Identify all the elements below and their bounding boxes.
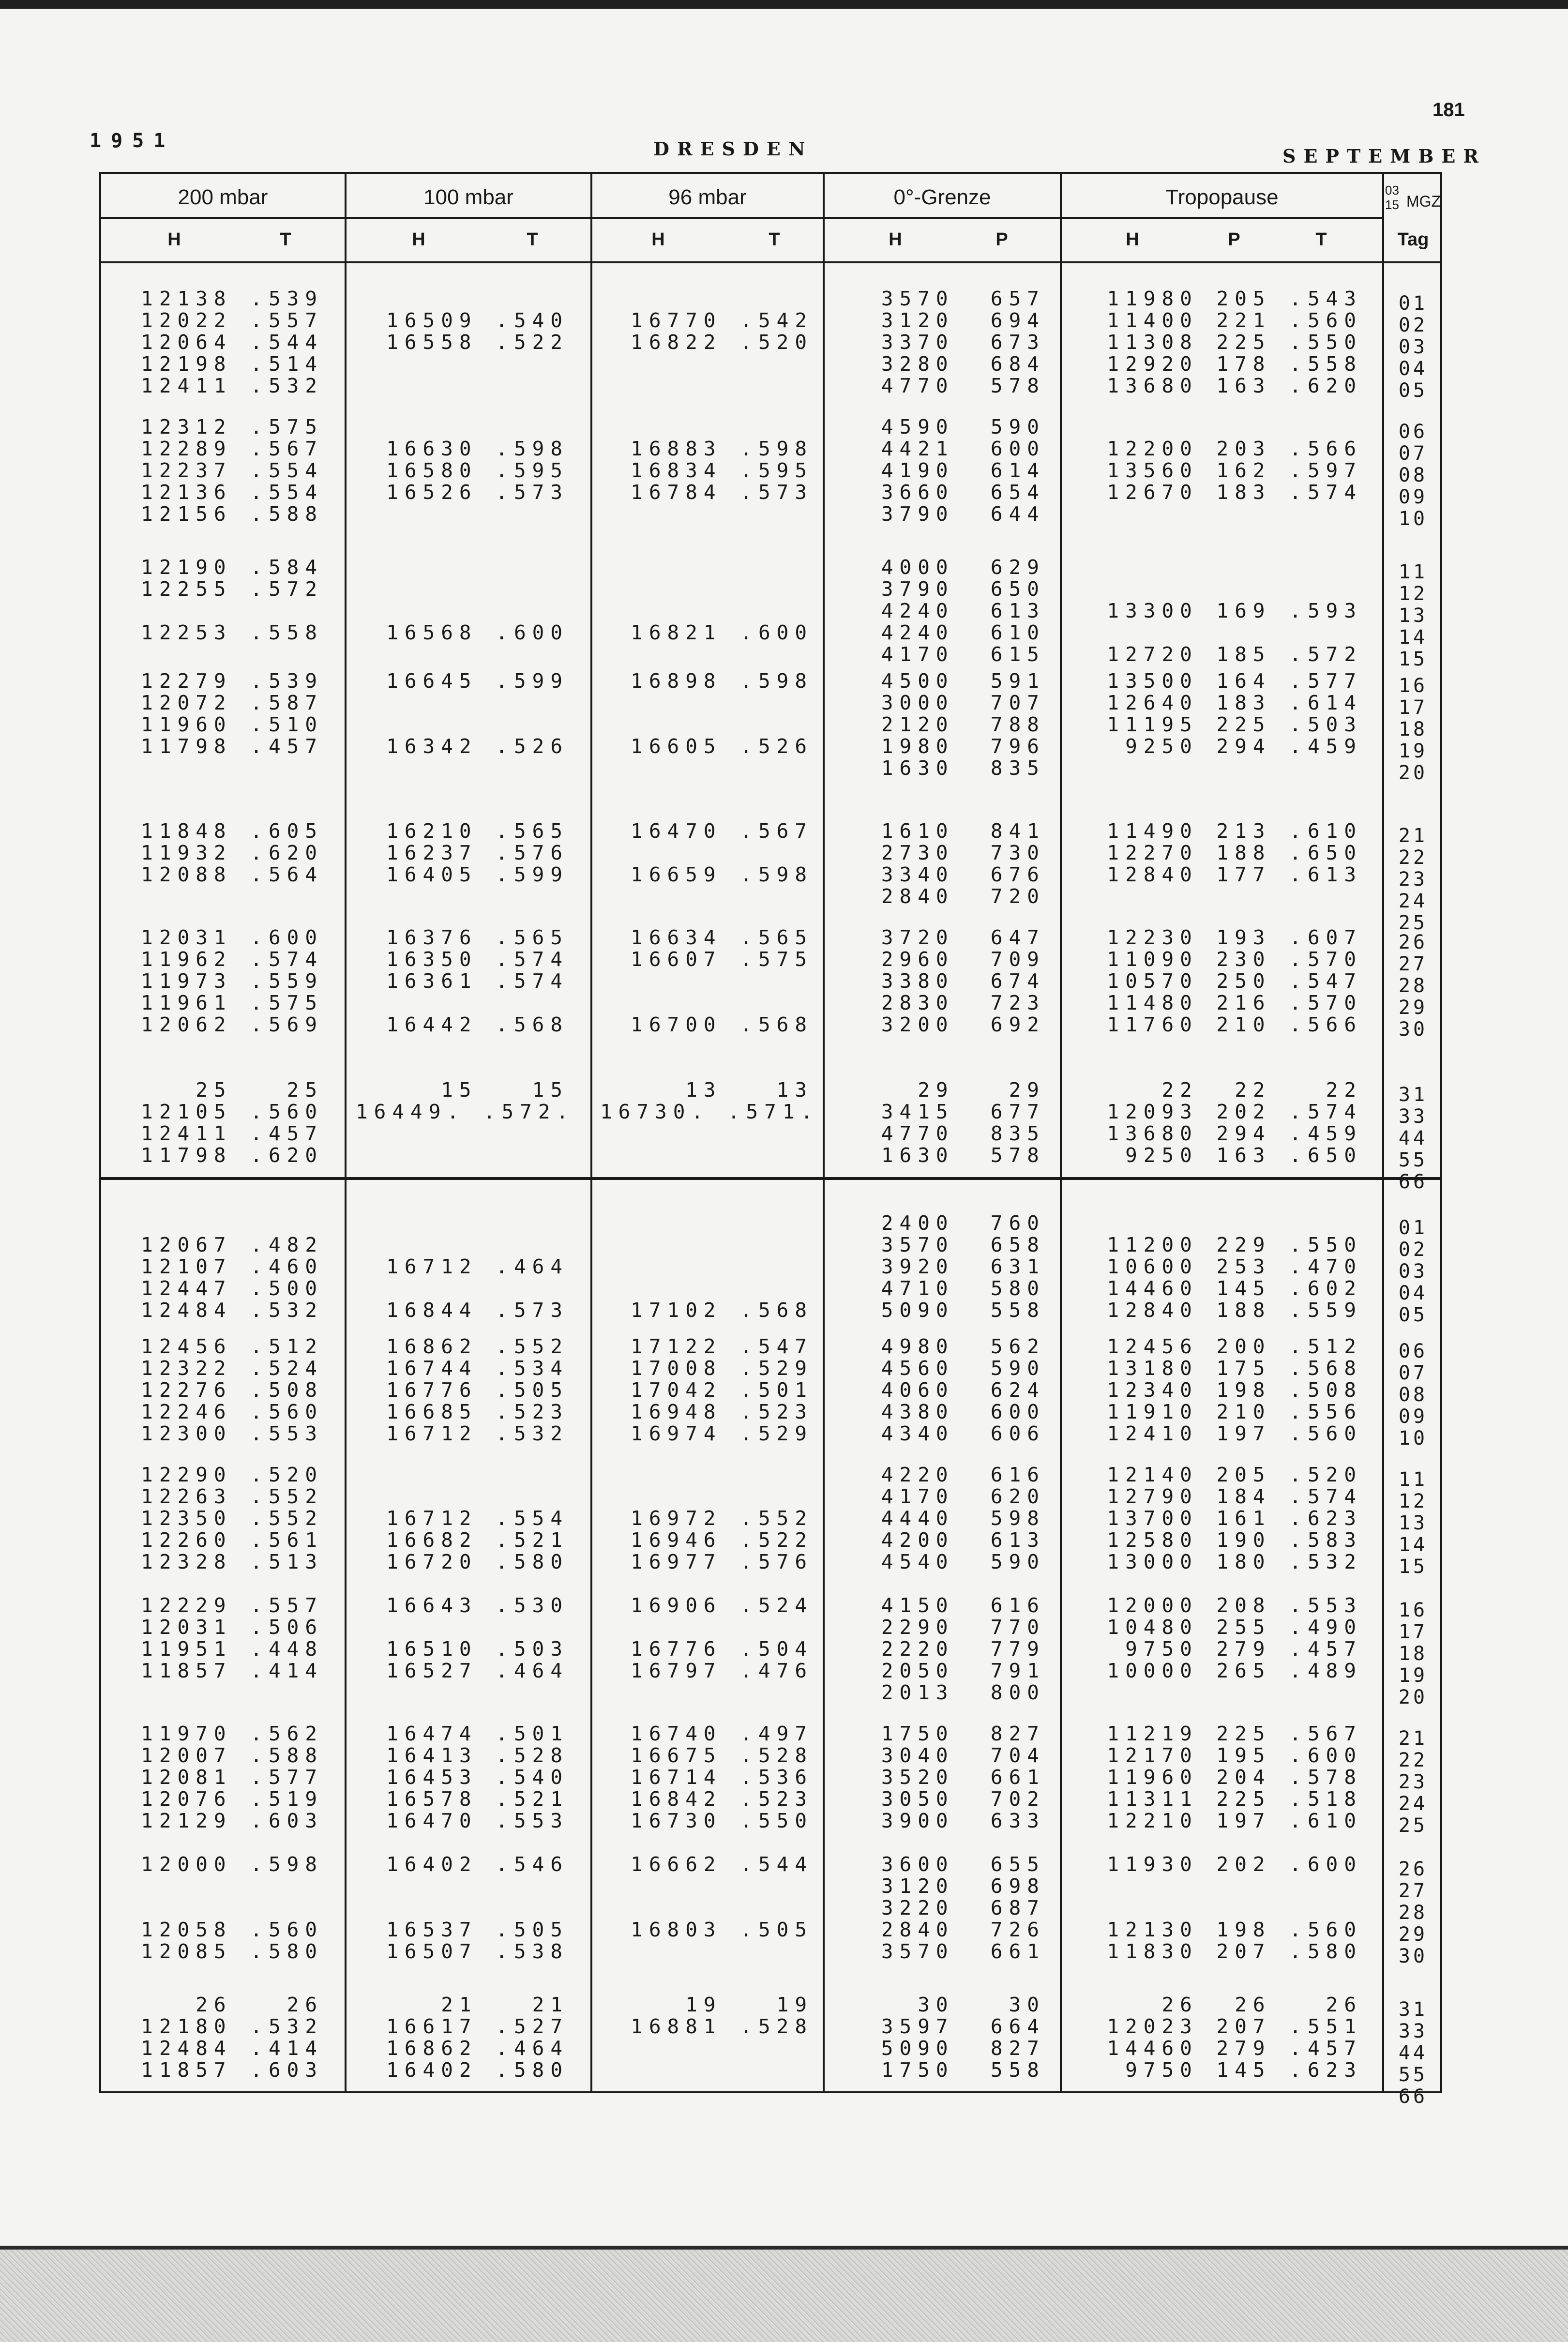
subheader-t: T [527,229,538,250]
cell-100-mbar: 21 21 16617 .527 16862 .464 16402 .580 [386,1993,569,2082]
city-label: DRESDEN [653,138,813,160]
header-0-grenze: 0°-Grenze [893,185,991,209]
cell-200-mbar: 12138 .539 12022 .557 12064 .544 12198 .514 12411 .532 [141,287,323,397]
header-rule [99,217,1382,219]
cell-tropopause: 12000 208 .553 10480 255 .490 9750 279 .457 10000 265 .489 [1107,1594,1362,1682]
cell-100-mbar: 16402 .546 16537 .505 16507 .538 [386,1853,569,1963]
cell-tropopause: 11219 225 .567 12170 195 .600 11960 204 .578 11311 225 .518 12210 197 .610 [1107,1722,1362,1832]
cell-100-mbar: 16712 .464 16844 .573 [386,1255,569,1322]
cell-200-mbar: 12290 .520 12263 .552 12350 .552 12260 .561 12328 .513 [141,1463,323,1573]
cell-tropopause: 13300 169 .593 12720 185 .572 [1107,599,1362,666]
cell-96-mbar: 16883 .598 16834 .595 16784 .573 [631,437,813,504]
header-96-mbar: 96 mbar [668,185,747,209]
cell-tag: 01 02 03 04 05 [1398,292,1428,402]
cell-tag: 06 07 08 09 10 [1398,421,1428,530]
cell-tag: 26 27 28 29 30 [1398,931,1428,1041]
cell-0-grenze: 4500 591 3000 707 2120 788 1980 796 1630 835 [881,669,1045,780]
cell-tag: 31 33 44 55 66 [1398,1084,1428,1193]
cell-tropopause: 12140 205 .520 12790 184 .574 13700 161 .623 12580 190 .583 13000 180 .532 [1107,1463,1362,1573]
cell-tag: 26 27 28 29 30 [1398,1858,1428,1967]
cell-0-grenze: 4000 629 3790 650 4240 613 4240 610 4170 615 [881,556,1045,666]
header-tropopause: Tropopause [1165,185,1279,209]
column-divider [1060,172,1062,2093]
subheader-tag: Tag [1397,229,1429,250]
cell-96-mbar: 16662 .544 16803 .505 [631,1853,813,1941]
cell-tag: 01 02 03 04 05 [1398,1217,1428,1326]
subheader-h: H [167,229,181,250]
block-separator [99,1177,1442,1180]
cell-96-mbar: 16906 .524 16776 .504 16797 .476 [631,1594,813,1682]
cell-0-grenze: 1610 841 2730 730 3340 676 2840 720 [881,819,1045,908]
cell-96-mbar: 16740 .497 16675 .528 16714 .536 16842 .523 16730 .550 [631,1722,813,1832]
cell-96-mbar: 16470 .567 16659 .598 [631,819,813,886]
subheader-t: T [769,229,780,250]
subheader-h: H [651,229,665,250]
cell-tropopause: 12230 193 .607 11090 230 .570 10570 250 .547 11480 216 .570 11760 210 .566 [1107,926,1362,1036]
cell-tag: 21 22 23 24 25 [1398,1727,1428,1837]
subheader-p: P [1228,229,1240,250]
subheader-h: H [889,229,902,250]
subheader-t: T [1315,229,1327,250]
cell-96-mbar: 17122 .547 17008 .529 17042 .501 16948 .523 16974 .529 [631,1335,813,1445]
cell-200-mbar: 12312 .575 12289 .567 12237 .554 12136 .554 12156 .588 [141,415,323,526]
header-100-mbar: 100 mbar [423,185,513,209]
cell-tropopause: 11980 205 .543 11400 221 .560 11308 225 .550 12920 178 .558 13680 163 .620 [1107,287,1362,397]
page-number: 181 [1432,99,1465,121]
cell-96-mbar: 16898 .598 16605 .526 [631,669,813,758]
cell-100-mbar: 15 15 16449. .572. [356,1078,575,1123]
cell-200-mbar: 12190 .584 12255 .572 12253 .558 [141,556,323,644]
cell-tropopause: 11200 229 .550 10600 253 .470 14460 145 .602 12840 188 .559 [1107,1233,1362,1322]
subheader-h: H [412,229,425,250]
cell-0-grenze: 3570 657 3120 694 3370 673 3280 684 4770 578 [881,287,1045,397]
cell-100-mbar: 16630 .598 16580 .595 16526 .573 [386,437,569,504]
header-200-mbar: 200 mbar [178,185,268,209]
cell-0-grenze: 4980 562 4560 590 4060 624 4380 600 4340 606 [881,1335,1045,1445]
cell-tropopause: 22 22 22 12093 202 .574 13680 294 .459 9250 163 .650 [1107,1078,1362,1167]
top-border [0,0,1568,9]
year-label: 1951 [90,130,175,152]
cell-tag: 11 12 13 14 15 [1398,561,1428,670]
cell-0-grenze: 4220 616 4170 620 4440 598 4200 613 4540 590 [881,1463,1045,1573]
cell-100-mbar: 16712 .554 16682 .521 16720 .580 [386,1507,569,1573]
cell-96-mbar: 17102 .568 [631,1299,813,1322]
subheader-t: T [280,229,291,250]
column-divider [590,172,592,2093]
cell-100-mbar: 16376 .565 16350 .574 16361 .574 16442 .568 [386,926,569,1036]
cell-96-mbar: 19 19 16881 .528 [631,1993,813,2038]
cell-0-grenze: 29 29 3415 677 4770 835 1630 578 [881,1078,1045,1167]
cell-tag: 21 22 23 24 25 [1398,825,1428,934]
cell-100-mbar: 16643 .530 16510 .503 16527 .464 [386,1594,569,1682]
column-divider [1382,172,1384,2093]
column-divider [823,172,825,2093]
cell-200-mbar: 12456 .512 12322 .524 12276 .508 12246 .560 12300 .553 [141,1335,323,1445]
header-rule [99,261,1442,263]
cell-200-mbar: 11848 .605 11932 .620 12088 .564 [141,819,323,886]
cell-tag: 31 33 44 55 66 [1398,1998,1428,2108]
cell-0-grenze: 30 30 3597 664 5090 827 1750 558 [881,1993,1045,2082]
cell-tag: 16 17 18 19 20 [1398,1599,1428,1708]
cell-tag: 16 17 18 19 20 [1398,675,1428,784]
scan-edge [0,2246,1568,2342]
cell-0-grenze: 4590 590 4421 600 4190 614 3660 654 3790 644 [881,415,1045,526]
cell-tropopause: 26 26 26 12023 207 .551 14460 279 .457 9750 145 .623 [1107,1993,1362,2082]
cell-tag: 11 12 13 14 15 [1398,1468,1428,1578]
cell-100-mbar: 16645 .599 16342 .526 [386,669,569,758]
mgz-label: MGZ [1406,193,1441,210]
cell-tropopause: 11490 213 .610 12270 188 .650 12840 177 .613 [1107,819,1362,886]
cell-0-grenze: 1750 827 3040 704 3520 661 3050 702 3900 633 [881,1722,1045,1832]
cell-0-grenze: 4150 616 2290 770 2220 779 2050 791 2013 800 [881,1594,1045,1704]
mgz-header [1382,179,1444,223]
month-label: SEPTEMBER [1282,145,1486,167]
cell-100-mbar: 16862 .552 16744 .534 16776 .505 16685 .523 16712 .532 [386,1335,569,1445]
cell-96-mbar: 16972 .552 16946 .522 16977 .576 [631,1507,813,1573]
cell-200-mbar: 25 25 12105 .560 12411 .457 11798 .620 [141,1078,323,1167]
cell-tropopause: 13500 164 .577 12640 183 .614 11195 225 .503 9250 294 .459 [1107,669,1362,758]
cell-100-mbar: 16568 .600 [386,621,569,644]
subheader-h: H [1126,229,1139,250]
cell-200-mbar: 26 26 12180 .532 12484 .414 11857 .603 [141,1993,323,2082]
cell-200-mbar: 12229 .557 12031 .506 11951 .448 11857 .414 [141,1594,323,1682]
cell-200-mbar: 12031 .600 11962 .574 11973 .559 11961 .575 12062 .569 [141,926,323,1036]
cell-200-mbar: 11970 .562 12007 .588 12081 .577 12076 .519 12129 .603 [141,1722,323,1832]
subheader-p: P [995,229,1008,250]
cell-200-mbar: 12067 .482 12107 .460 12447 .500 12484 .532 [141,1233,323,1322]
cell-0-grenze: 3600 655 3120 698 3220 687 2840 726 3570 661 [881,1853,1045,1963]
cell-tag: 06 07 08 09 10 [1398,1340,1428,1450]
cell-200-mbar: 12279 .539 12072 .587 11960 .510 11798 .457 [141,669,323,758]
cell-tropopause: 11930 202 .600 12130 198 .560 11830 207 .580 [1107,1853,1362,1963]
cell-100-mbar: 16474 .501 16413 .528 16453 .540 16578 .521 16470 .553 [386,1722,569,1832]
cell-96-mbar: 16821 .600 [631,621,813,644]
cell-96-mbar: 16770 .542 16822 .520 [631,309,813,354]
mgz-fraction: 03 15 [1385,183,1399,212]
cell-200-mbar: 12000 .598 12058 .560 12085 .580 [141,1853,323,1963]
cell-100-mbar: 16210 .565 16237 .576 16405 .599 [386,819,569,886]
cell-0-grenze: 3720 647 2960 709 3380 674 2830 723 3200 692 [881,926,1045,1036]
cell-tropopause: 12456 200 .512 13180 175 .568 12340 198 .508 11910 210 .556 12410 197 .560 [1107,1335,1362,1445]
cell-0-grenze: 2400 760 3570 658 3920 631 4710 580 5090 558 [881,1211,1045,1322]
column-divider [345,172,347,2093]
cell-96-mbar: 16634 .565 16607 .575 16700 .568 [631,926,813,1036]
cell-96-mbar: 13 13 16730. .571. [600,1078,819,1123]
cell-100-mbar: 16509 .540 16558 .522 [386,309,569,354]
cell-tropopause: 12200 203 .566 13560 162 .597 12670 183 .574 [1107,437,1362,504]
